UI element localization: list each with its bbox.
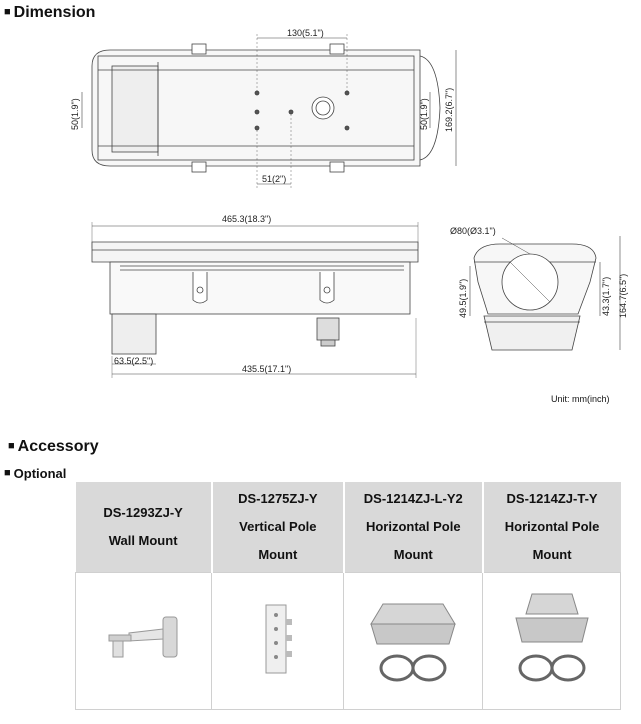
top-view bbox=[82, 34, 456, 188]
accessory-image-cell bbox=[344, 573, 483, 710]
accessory-model: DS-1214ZJ-T-Y bbox=[506, 491, 598, 506]
accessory-desc-line1: Horizontal Pole bbox=[365, 519, 461, 534]
bullet-icon: ■ bbox=[8, 440, 15, 452]
vertical-pole-mount-image bbox=[248, 599, 308, 679]
accessory-image-cell bbox=[212, 573, 344, 710]
accessory-image-row bbox=[76, 573, 621, 710]
accessory-desc-line2: Mount bbox=[393, 547, 433, 562]
accessory-model: DS-1275ZJ-Y bbox=[238, 491, 318, 506]
top-total-height-label: 169.2(6.7") bbox=[444, 87, 454, 132]
top-width-label: 130(5.1") bbox=[287, 28, 324, 38]
accessory-desc-line1: Vertical Pole bbox=[239, 519, 317, 534]
accessory-model: DS-1214ZJ-L-Y2 bbox=[363, 491, 463, 506]
top-right-height-label: 50(1.9") bbox=[419, 98, 429, 130]
side-front-label: 63.5(2.5") bbox=[114, 356, 154, 366]
front-view bbox=[470, 236, 620, 350]
top-left-height-label: 50(1.9") bbox=[70, 98, 80, 130]
accessory-header-cell bbox=[344, 482, 483, 573]
accessory-header-row bbox=[76, 482, 621, 573]
accessory-desc-line1: Wall Mount bbox=[108, 533, 178, 548]
accessory-header-cell bbox=[483, 482, 621, 573]
accessory-model: DS-1293ZJ-Y bbox=[103, 505, 183, 520]
bullet-icon: ■ bbox=[4, 6, 11, 18]
bullet-icon: ■ bbox=[4, 467, 11, 479]
accessory-heading-text: Accessory bbox=[17, 438, 99, 455]
front-left-label: 49.5(1.9") bbox=[458, 278, 468, 318]
top-bottom-label: 51(2") bbox=[262, 174, 287, 184]
dimension-heading-text: Dimension bbox=[13, 4, 96, 21]
horizontal-pole-mount-t-image bbox=[502, 584, 602, 694]
side-total-length-label: 465.3(18.3") bbox=[222, 214, 272, 224]
accessory-desc-line1: Horizontal Pole bbox=[504, 519, 600, 534]
unit-label: Unit: mm(inch) bbox=[551, 394, 610, 404]
side-base-length-label: 435.5(17.1") bbox=[242, 364, 292, 374]
accessory-header-cell bbox=[76, 482, 212, 573]
accessory-table bbox=[75, 482, 621, 710]
accessory-desc-line2: Mount bbox=[258, 547, 298, 562]
accessory-header-cell bbox=[212, 482, 344, 573]
front-diameter-label: Ø80(Ø3.1") bbox=[450, 226, 496, 236]
side-view bbox=[92, 222, 418, 378]
accessory-image-cell bbox=[76, 573, 212, 710]
horizontal-pole-mount-l-image bbox=[363, 584, 463, 694]
optional-subheading-text: Optional bbox=[13, 466, 67, 481]
front-total-height-label: 164.7(6.5") bbox=[618, 273, 628, 318]
wall-mount-image bbox=[99, 609, 189, 669]
accessory-heading bbox=[8, 438, 99, 456]
accessory-image-cell bbox=[483, 573, 621, 710]
optional-subheading bbox=[4, 466, 66, 481]
front-inner-height-label: 43.3(1.7") bbox=[601, 276, 611, 316]
accessory-desc-line2: Mount bbox=[532, 547, 572, 562]
